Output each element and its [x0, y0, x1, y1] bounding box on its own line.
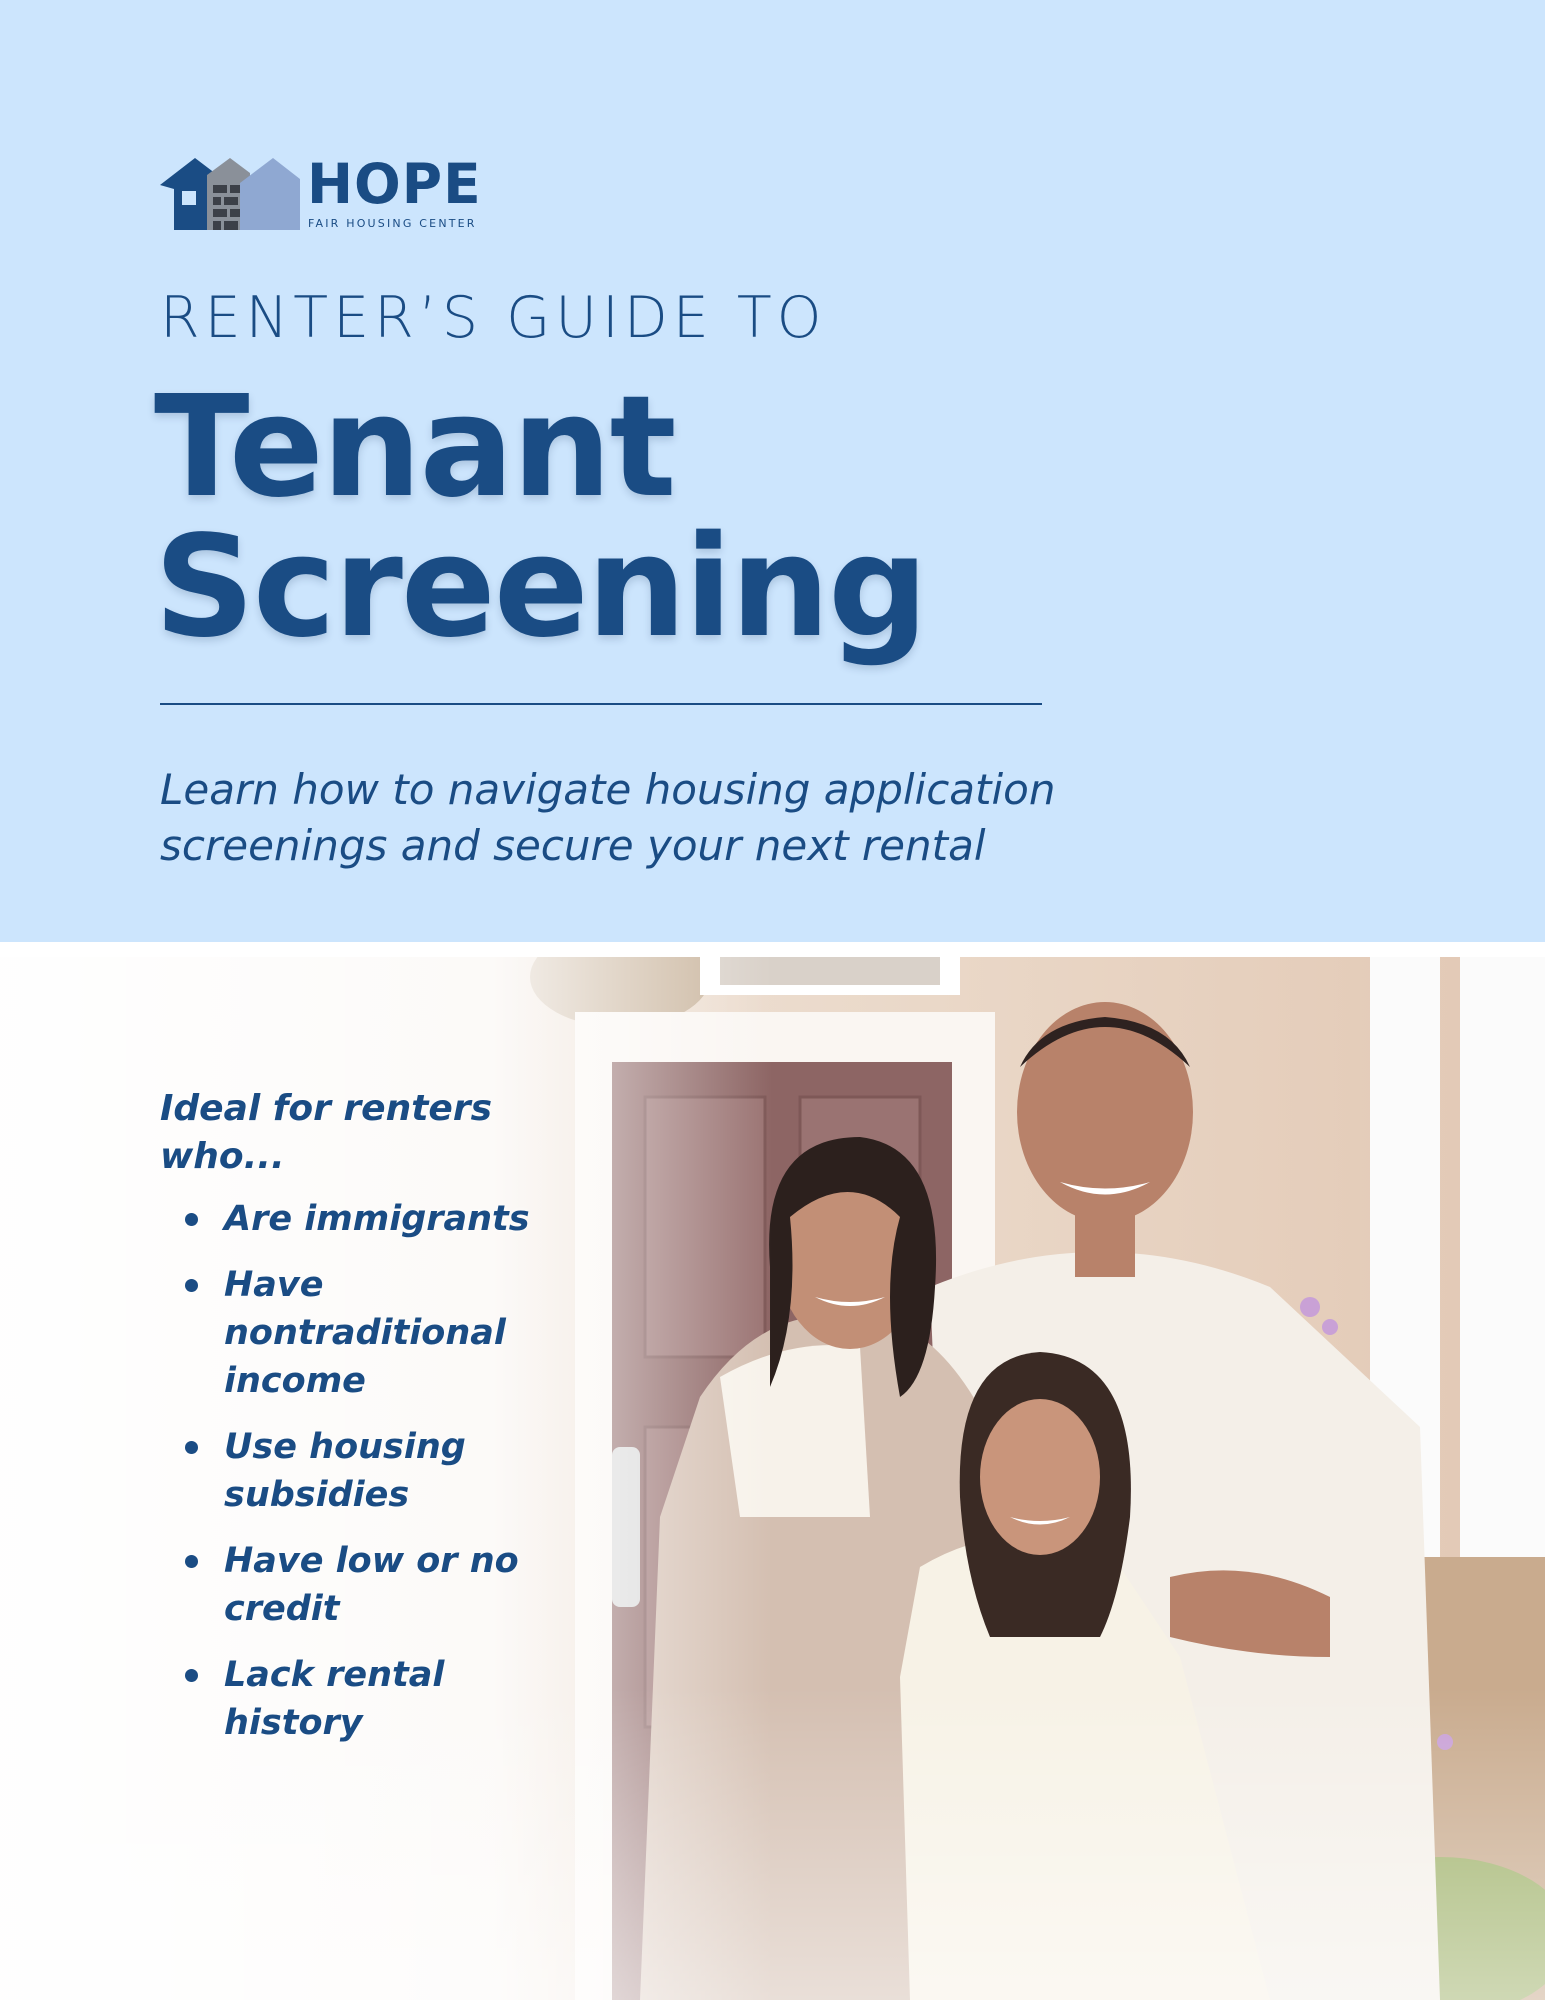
- page-subtitle: Learn how to navigate housing application screenings and secure your next rental: [160, 765, 1056, 870]
- hope-logo: [160, 152, 500, 235]
- logo-tagline: FAIR HOUSING CENTER: [308, 217, 477, 230]
- divider: [160, 703, 1042, 705]
- bullet-icon: [185, 1441, 198, 1454]
- list-item: [160, 1537, 560, 1633]
- title-line-1: Tenant: [154, 366, 675, 529]
- logo-wordmark: HOPE: [307, 152, 482, 216]
- guide-kicker: RENTER’S GUIDE TO: [160, 285, 827, 351]
- page-title: [154, 366, 927, 669]
- bullet-icon: [185, 1279, 198, 1292]
- list-item: [160, 1261, 560, 1405]
- house-icon: [160, 155, 305, 230]
- audience-heading: Ideal for renters who...: [160, 1088, 493, 1177]
- list-item-text: Have nontraditional income: [224, 1265, 506, 1401]
- title-line-2: Screening: [154, 506, 927, 669]
- bullet-icon: [185, 1213, 198, 1226]
- list-item-text: Have low or no credit: [224, 1541, 519, 1629]
- list-item-text: Lack rental history: [224, 1655, 445, 1743]
- list-item: [160, 1423, 560, 1519]
- list-item: [160, 1651, 560, 1747]
- cover-header: [0, 0, 1545, 942]
- bullet-icon: [185, 1669, 198, 1682]
- list-item: [160, 1195, 560, 1243]
- audience-list: [160, 1195, 560, 1765]
- list-item-text: Use housing subsidies: [224, 1427, 466, 1515]
- bullet-icon: [185, 1555, 198, 1568]
- list-item-text: Are immigrants: [224, 1199, 530, 1239]
